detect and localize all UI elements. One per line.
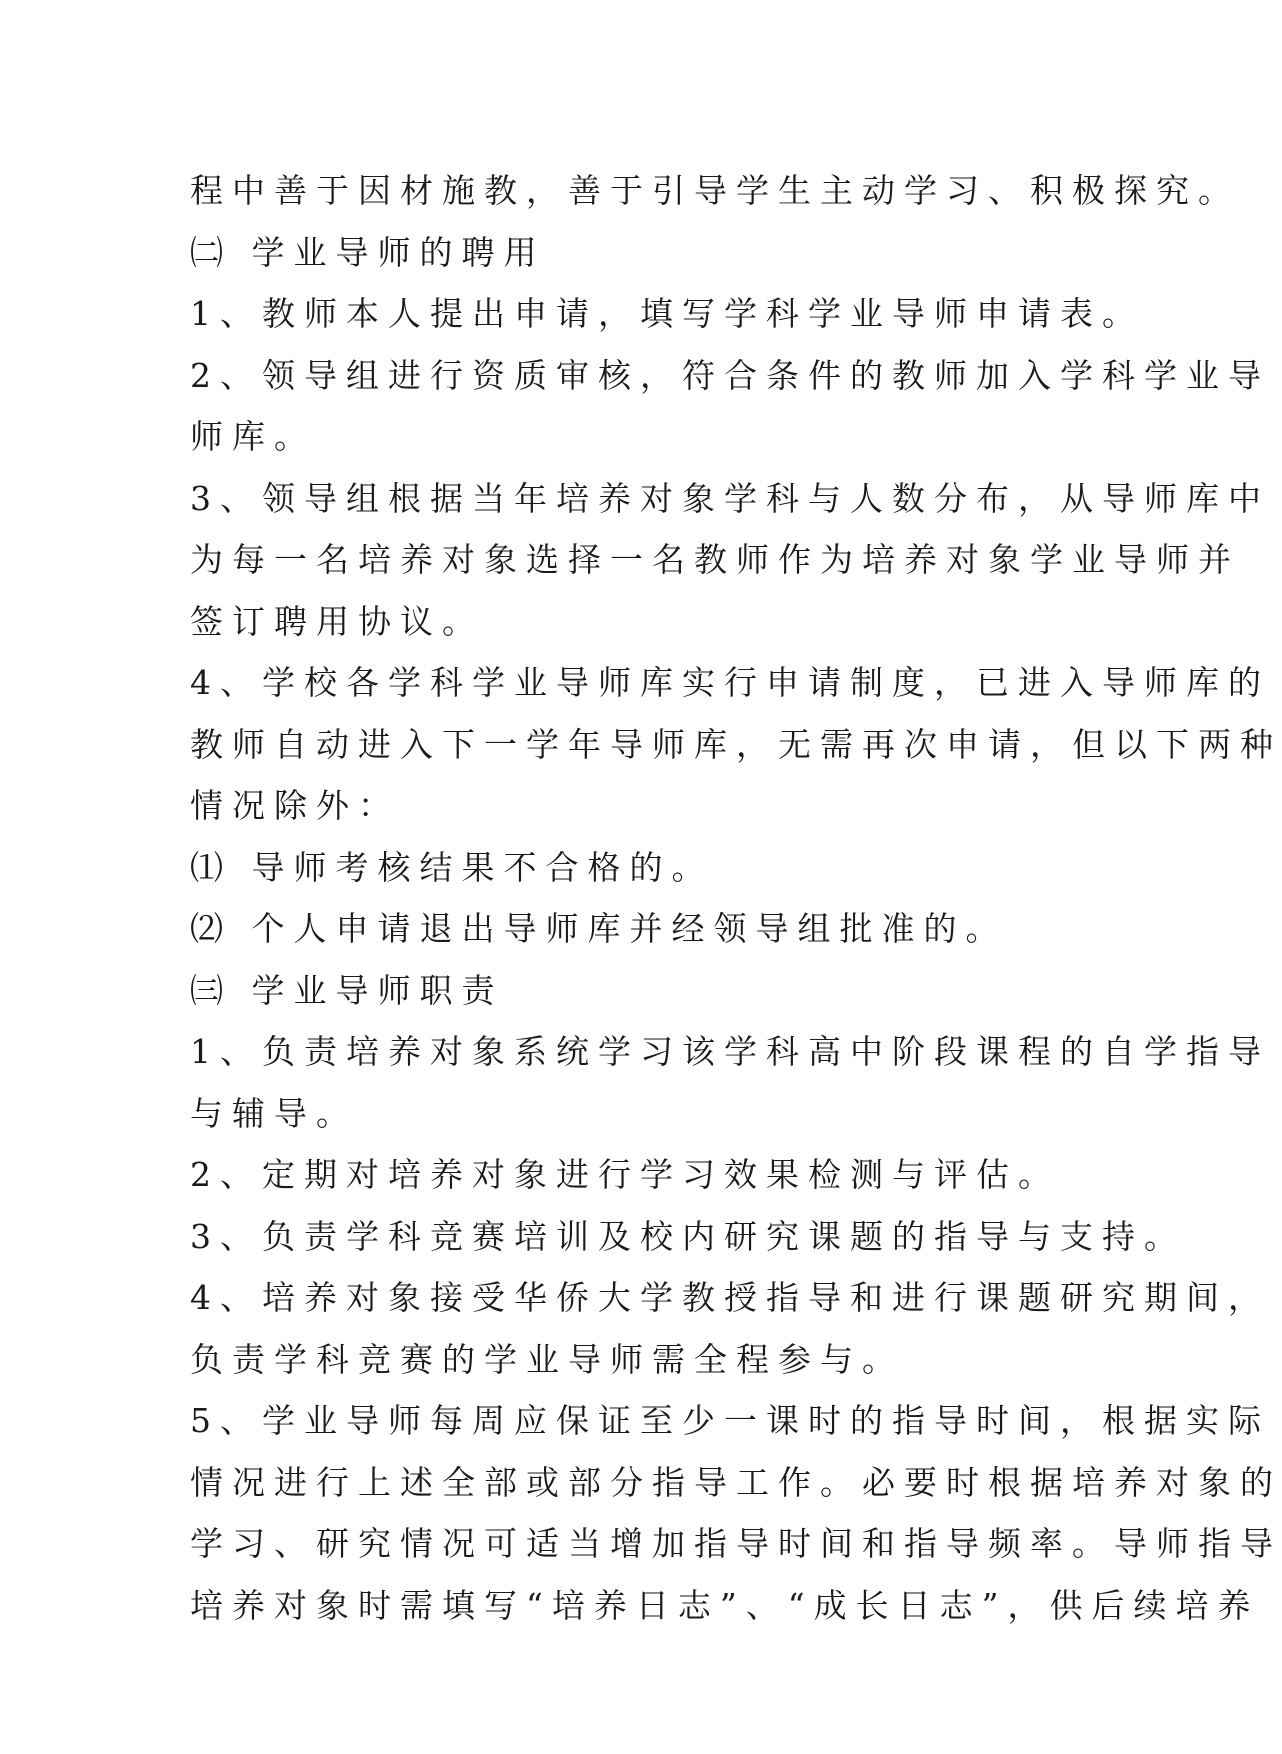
text-line: 与辅导。 bbox=[190, 1093, 358, 1133]
text-line: 5、学业导师每周应保证至少一课时的指导时间，根据实际 bbox=[190, 1401, 1270, 1440]
text-line: 4、学校各学科学业导师库实行申请制度，已进入导师库的 bbox=[190, 663, 1270, 702]
text-line: 3、领导组根据当年培养对象学科与人数分布，从导师库中 bbox=[190, 478, 1270, 518]
text-line: 教师自动进入下一学年导师库，无需再次申请，但以下两种 bbox=[190, 724, 1282, 764]
text-line: 为每一名培养对象选择一名教师作为培养对象学业导师并 bbox=[190, 540, 1240, 579]
text-line: 1、负责培养对象系统学习该学科高中阶段课程的自学指导 bbox=[190, 1032, 1270, 1071]
text-line: 师库。 bbox=[190, 417, 316, 456]
text-line: 情况进行上述全部或部分指导工作。必要时根据培养对象的 bbox=[190, 1462, 1282, 1502]
text-line: 负责学科竞赛的学业导师需全程参与。 bbox=[190, 1339, 904, 1379]
text-line: 程中善于因材施教，善于引导学生主动学习、积极探究。 bbox=[190, 171, 1240, 210]
body-text bbox=[190, 160, 1282, 1636]
text-line: 4、培养对象接受华侨大学教授指导和进行课题研究期间， bbox=[190, 1278, 1270, 1317]
text-line: 学习、研究情况可适当增加指导时间和指导频率。导师指导 bbox=[190, 1524, 1282, 1563]
text-line: ⑵ 个人申请退出导师库并经领导组批准的。 bbox=[190, 909, 1008, 948]
section-heading: ㈡ 学业导师的聘用 bbox=[190, 232, 546, 272]
text-line: 签订聘用协议。 bbox=[190, 601, 484, 641]
text-line: 2、领导组进行资质审核，符合条件的教师加入学科学业导 bbox=[190, 355, 1270, 395]
text-line: 2、定期对培养对象进行学习效果检测与评估。 bbox=[190, 1155, 1060, 1194]
text-line: 3、负责学科竞赛培训及校内研究课题的指导与支持。 bbox=[190, 1216, 1186, 1256]
text-line: ⑴ 导师考核结果不合格的。 bbox=[190, 847, 714, 887]
text-line: 1、教师本人提出申请，填写学科学业导师申请表。 bbox=[190, 294, 1144, 333]
section-heading: ㈢ 学业导师职责 bbox=[190, 970, 504, 1010]
text-line: 情况除外： bbox=[190, 786, 400, 825]
text-line: 培养对象时需填写“培养日志”、“成长日志”，供后续培养 bbox=[190, 1585, 1260, 1625]
